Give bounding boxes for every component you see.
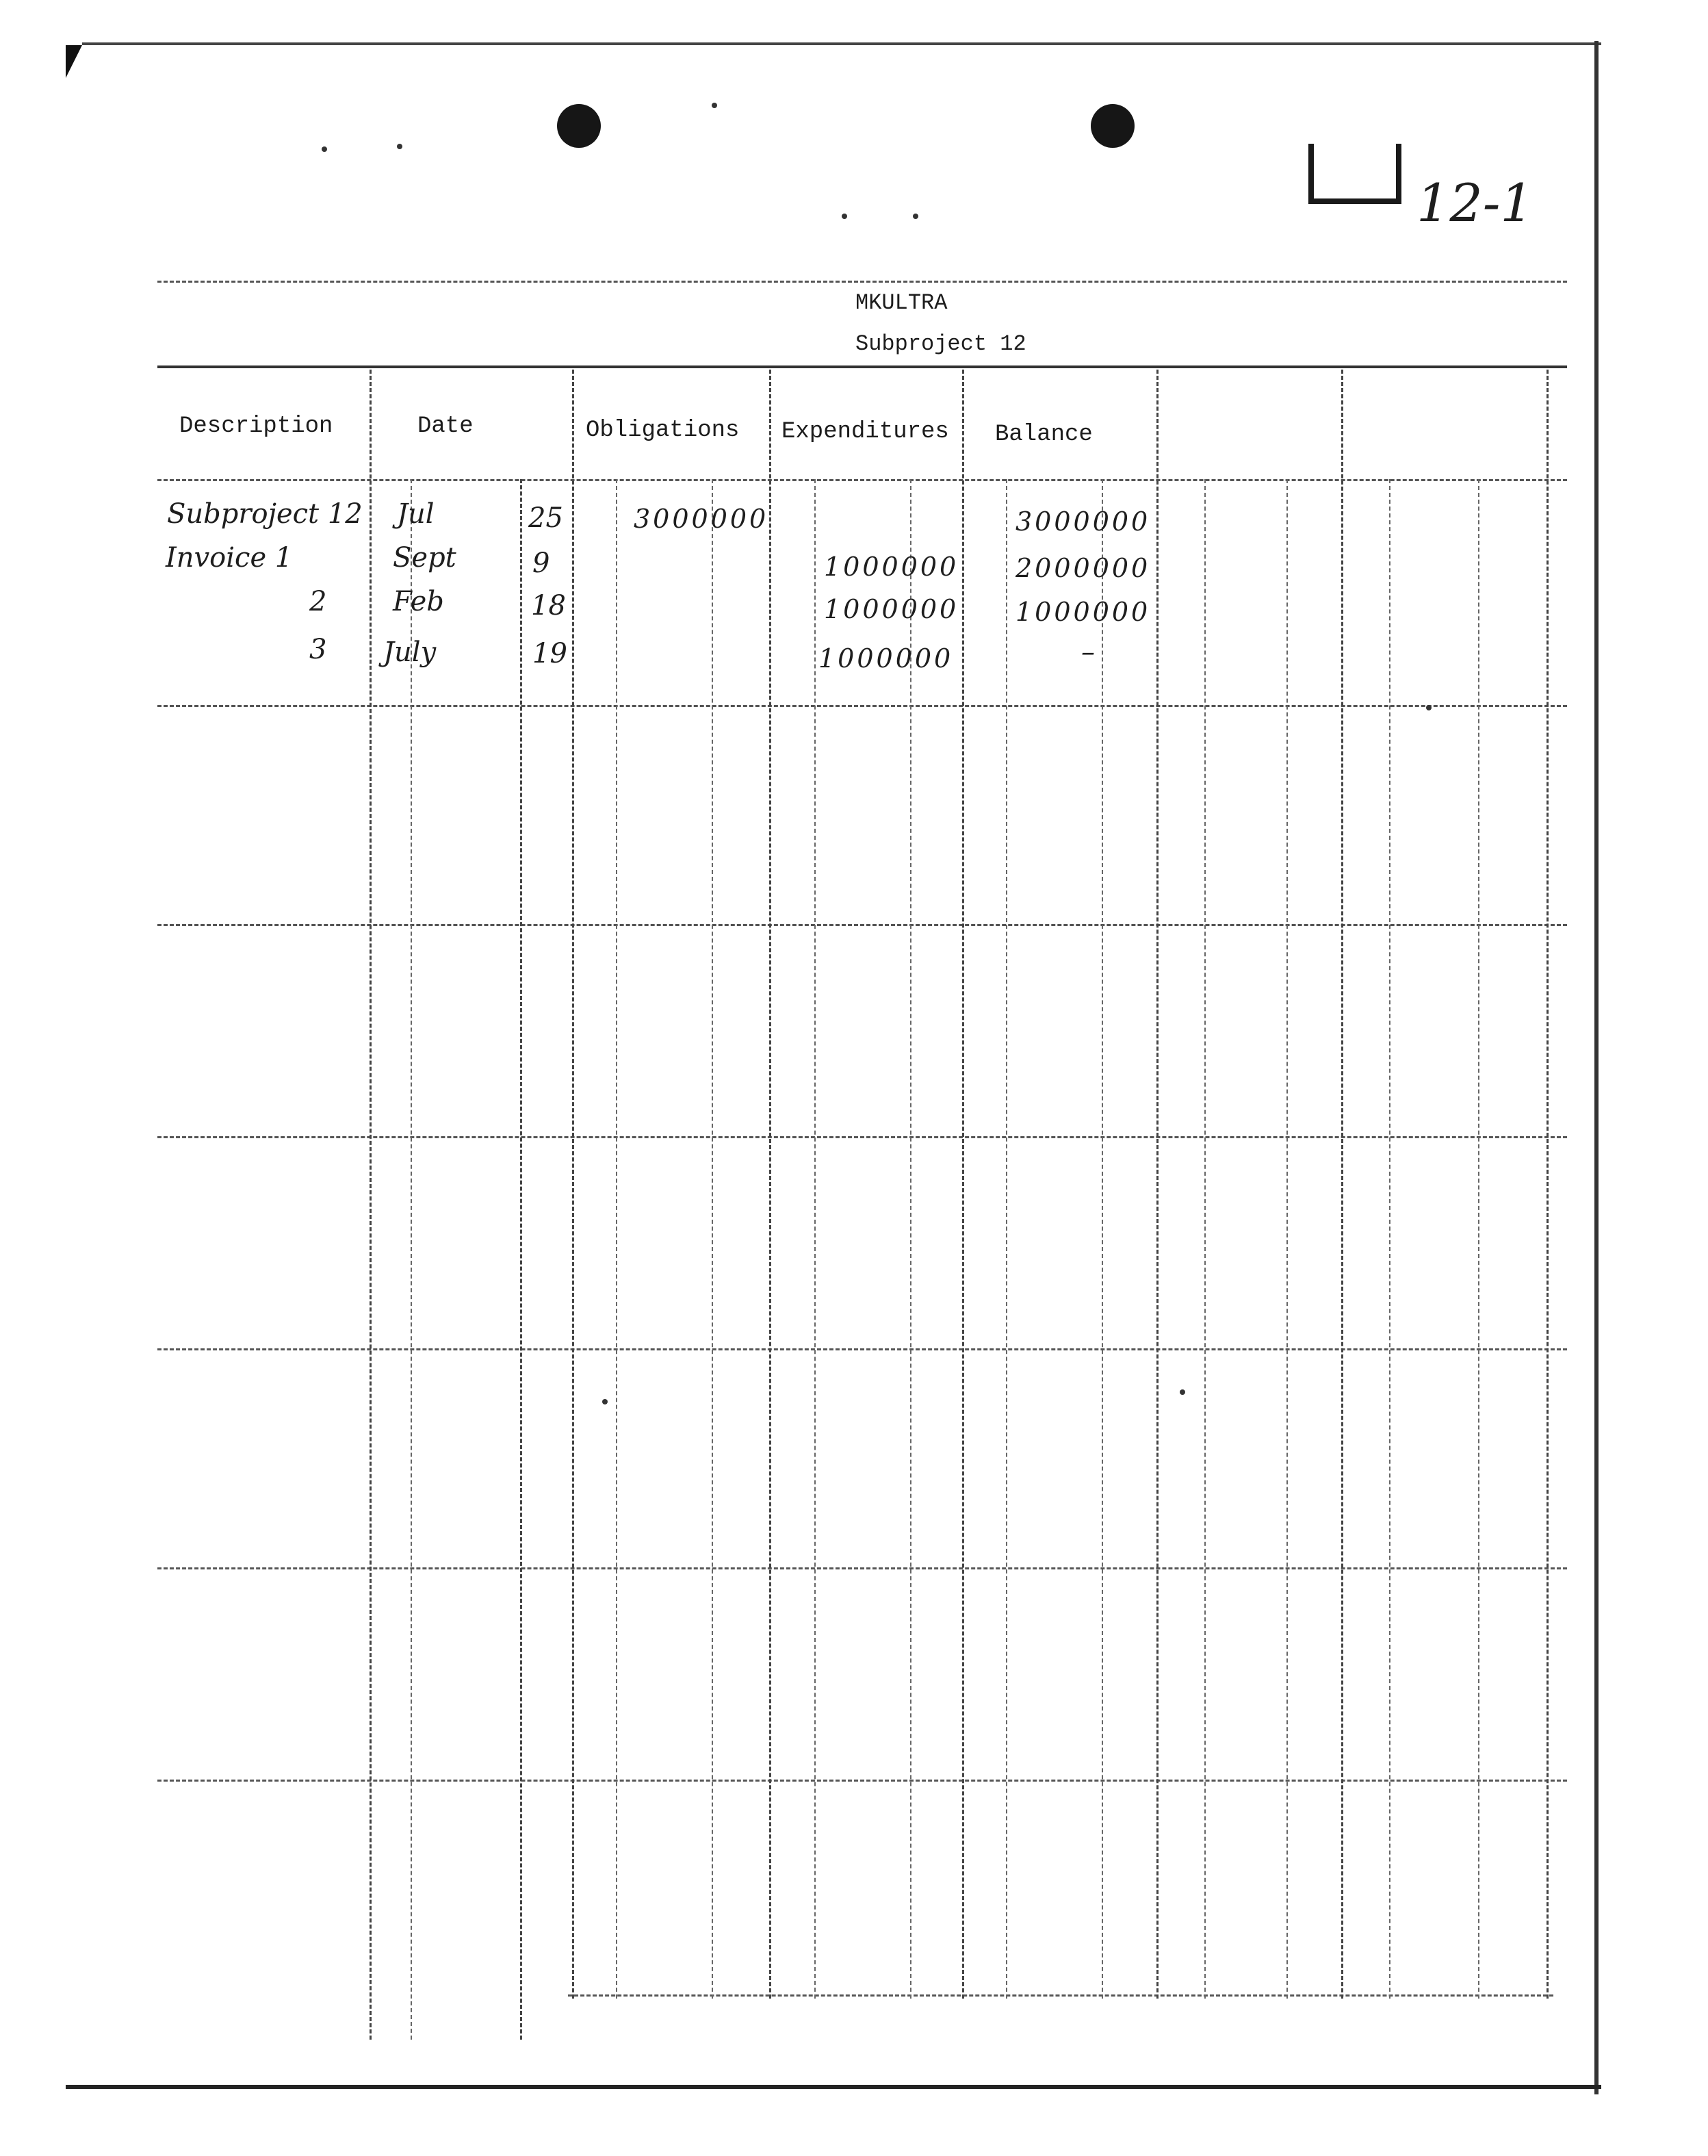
col-rule-bal-b [1102,479,1103,1999]
document-title: MKULTRA [855,290,948,316]
col-rule-balance [1156,370,1159,1999]
stamp-mark [1308,144,1401,204]
rule-header-bottom [157,479,1567,481]
row-4-balance: – [1081,637,1095,668]
row-3-day: 18 [531,590,566,621]
rule-top [157,281,1567,283]
bottom-edge [66,2085,1601,2089]
row-1-month: Jul [397,498,435,530]
speck [842,214,847,219]
row-3-description: 2 [309,586,327,617]
col-rule-extra [1341,370,1343,1999]
row-4-description: 3 [309,634,327,665]
header-obligations: Obligations [586,418,740,444]
speck [602,1399,608,1404]
speck [913,214,918,219]
punch-hole-right [1091,104,1135,148]
right-edge [1594,41,1599,2094]
rule-block-5 [157,1567,1567,1569]
col-rule-description [370,370,372,2040]
col-rule-day [520,479,522,2040]
row-1-description: Subproject 12 [167,498,363,530]
row-2-expenditures: 1000000 [824,552,959,582]
header-date: Date [417,413,474,439]
col-rule-oblig-b [712,479,713,1999]
header-balance: Balance [995,422,1093,448]
speck [1180,1389,1185,1395]
top-edge [82,42,1601,45]
page-number: 12-1 [1416,172,1534,233]
speck [322,146,327,152]
col-rule-exp-a [814,479,816,1999]
speck [397,144,402,149]
corner-mark [66,45,82,78]
col-rule-date [572,370,574,1999]
row-2-month: Sept [393,542,456,574]
col-rule-obligations [769,370,771,1999]
row-2-day: 9 [532,548,550,579]
rule-block-1 [157,705,1567,707]
rule-block-2 [157,924,1567,926]
punch-hole-left [557,104,601,148]
rule-block-4 [157,1348,1567,1350]
row-3-balance: 1000000 [1015,597,1151,627]
row-4-day: 19 [532,638,567,669]
document-subtitle: Subproject 12 [855,331,1026,357]
row-4-expenditures: 1000000 [818,643,954,673]
col-rule-exp-b [910,479,911,1999]
row-1-balance: 3000000 [1015,506,1151,537]
col-rule-extra-b [1286,479,1288,1999]
header-description: Description [179,413,333,439]
col-rule-extra-d [1478,479,1479,1999]
col-rule-month [411,479,412,2040]
row-4-month: July [383,637,437,668]
col-rule-expenditures [962,370,964,1999]
row-2-description: Invoice 1 [166,542,293,574]
speck [1426,705,1432,710]
col-rule-bal-a [1006,479,1007,1999]
row-3-month: Feb [393,586,444,617]
header-expenditures: Expenditures [781,419,949,445]
speck [712,103,717,108]
row-3-expenditures: 1000000 [824,594,959,624]
rule-bottom [568,1994,1553,1997]
rule-title-bottom [157,365,1567,368]
col-rule-extra-c [1389,479,1390,1999]
col-rule-extra-a [1204,479,1206,1999]
col-rule-oblig-a [616,479,617,1999]
row-1-day: 25 [528,502,563,534]
row-1-obligations: 3000000 [634,504,769,534]
rule-block-3 [157,1136,1567,1138]
col-rule-right [1547,370,1549,1999]
rule-block-6 [157,1780,1567,1782]
row-2-balance: 2000000 [1015,553,1151,583]
